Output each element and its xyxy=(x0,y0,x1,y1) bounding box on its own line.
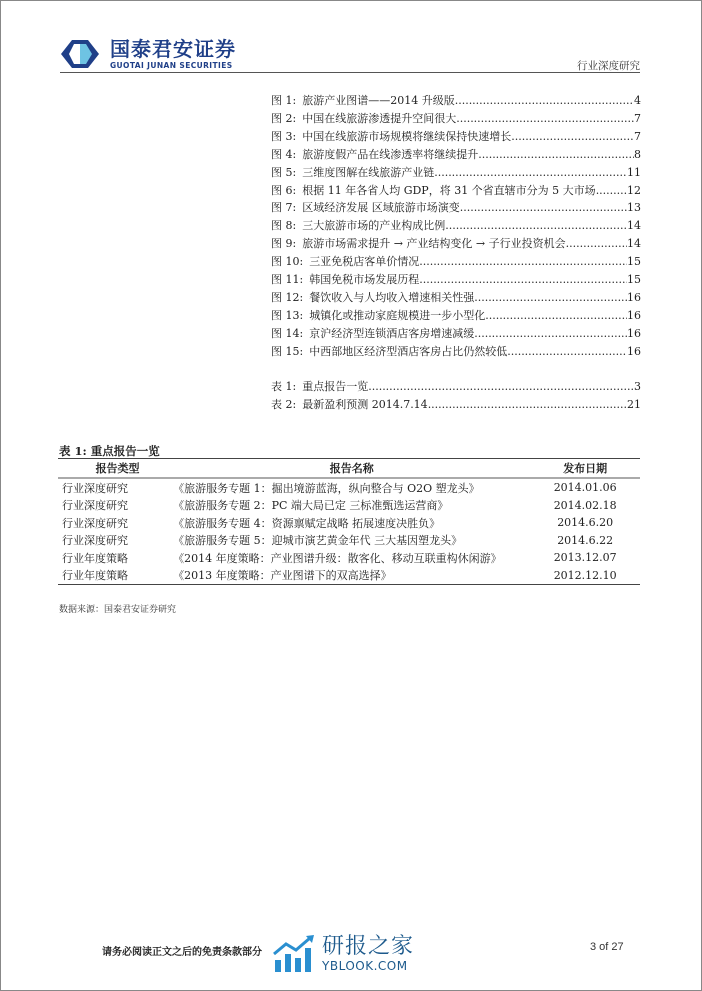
column-header-name: 报告名称 xyxy=(173,459,530,479)
toc-entry-number: 图 2: xyxy=(271,111,297,125)
toc-entry-number: 图 14: xyxy=(271,326,304,340)
toc-leader-dots xyxy=(474,325,627,343)
toc-figure-entry[interactable] xyxy=(271,271,641,289)
toc-entry-page: 13 xyxy=(627,201,641,215)
toc-leader-dots xyxy=(419,253,627,271)
toc-entry-page: 7 xyxy=(634,129,641,143)
cell-report-type: 行业深度研究 xyxy=(62,499,128,513)
cell-report-type: 行业年度策略 xyxy=(58,567,173,585)
toc-entry-number: 图 12: xyxy=(271,290,304,304)
toc-leader-dots xyxy=(368,378,634,396)
toc-table-entry[interactable] xyxy=(271,396,641,414)
toc-spacer xyxy=(271,361,641,378)
toc-leader-dots xyxy=(478,146,634,164)
toc-entry-title: 旅游市场需求提升 → 产业结构变化 → 子行业投资机会 xyxy=(302,237,566,251)
watermark xyxy=(272,934,414,974)
table-row xyxy=(58,549,640,567)
toc-entry-page: 16 xyxy=(627,326,641,340)
toc-entry-page: 15 xyxy=(627,255,641,269)
toc-leader-dots xyxy=(485,307,627,325)
table-of-contents xyxy=(271,92,641,413)
footer-disclaimer: 请务必阅读正文之后的免责条款部分 xyxy=(102,947,262,958)
cell-publish-date: 2012.12.10 xyxy=(530,567,640,585)
toc-entry-page: 14 xyxy=(627,237,641,251)
toc-leader-dots xyxy=(566,235,627,253)
toc-leader-dots xyxy=(474,289,627,307)
toc-entry-number: 图 8: xyxy=(271,219,297,233)
cell-report-name: 《旅游服务专题 5：迎城市演艺黄金年代 三大基因塑龙头》 xyxy=(173,534,463,548)
toc-entry-page: 21 xyxy=(627,397,641,411)
toc-entry-number: 表 2: xyxy=(271,397,297,411)
toc-entry-page: 11 xyxy=(627,165,641,179)
toc-leader-dots xyxy=(419,271,627,289)
cell-publish-date: 2013.12.07 xyxy=(553,551,617,565)
table-row xyxy=(58,478,640,497)
toc-entry-number: 图 13: xyxy=(271,308,304,322)
toc-entry-number: 图 11: xyxy=(271,273,304,287)
cell-report-name: 《旅游服务专题 4：资源禀赋定战略 拓展速度决胜负》 xyxy=(173,516,441,530)
cell-report-name: 《旅游服务专题 2：PC 端大局已定 三标准甄选运营商》 xyxy=(173,499,449,513)
toc-figure-entry[interactable] xyxy=(271,92,641,110)
table-row xyxy=(58,497,640,515)
toc-entry-number: 图 4: xyxy=(271,147,297,161)
toc-leader-dots xyxy=(455,92,634,110)
toc-entry-title: 城镇化或推动家庭规模进一步小型化 xyxy=(309,308,486,322)
cell-report-type: 行业年度策略 xyxy=(62,551,128,565)
toc-entry-number: 图 1: xyxy=(271,94,297,107)
report-type-label: 行业深度研究 xyxy=(577,60,640,72)
toc-leader-dots xyxy=(434,164,627,182)
toc-figure-entry[interactable] xyxy=(271,110,641,128)
company-name-cn: 国泰君安证券 xyxy=(110,37,236,61)
cell-report-type: 行业深度研究 xyxy=(62,481,128,495)
toc-entry-page: 15 xyxy=(627,273,641,287)
toc-figure-entry[interactable] xyxy=(271,199,641,217)
cell-publish-date: 2014.01.06 xyxy=(553,481,617,495)
rising-chart-icon xyxy=(272,934,316,974)
column-header-type: 报告类型 xyxy=(58,459,173,479)
toc-entry-page: 4 xyxy=(634,94,641,107)
toc-figure-entry[interactable] xyxy=(271,128,641,146)
toc-entry-number: 图 9: xyxy=(271,237,297,251)
toc-entry-title: 中西部地区经济型酒店客房占比仍然较低 xyxy=(309,344,508,358)
header-divider xyxy=(60,72,640,73)
table-row xyxy=(58,532,640,550)
toc-figure-entry[interactable] xyxy=(271,307,641,325)
toc-entry-title: 京沪经济型连锁酒店客房增速减缓 xyxy=(309,326,475,340)
toc-leader-dots xyxy=(596,182,627,200)
toc-entry-number: 表 1: xyxy=(271,379,297,393)
watermark-text-cn: 研报之家 xyxy=(322,934,415,959)
toc-leader-dots xyxy=(460,199,627,217)
logo-mark-icon xyxy=(60,39,100,69)
cell-report-name: 《2014 年度策略：产业图谱升级：散客化、移动互联重构休闲游》 xyxy=(173,551,502,565)
page-indicator: 3 of 27 xyxy=(590,941,624,953)
toc-figure-entry[interactable] xyxy=(271,146,641,164)
toc-figure-entry[interactable] xyxy=(271,182,641,200)
toc-entry-page: 12 xyxy=(627,183,641,197)
toc-entry-title: 根据 11 年各省人均 GDP，将 31 个省直辖市分为 5 大市场 xyxy=(302,183,596,197)
table-row xyxy=(58,514,640,532)
toc-entry-title: 三亚免税店客单价情况 xyxy=(309,255,420,269)
toc-entry-page: 16 xyxy=(627,344,641,358)
toc-figure-entry[interactable] xyxy=(271,289,641,307)
company-logo xyxy=(60,38,236,70)
toc-entry-page: 16 xyxy=(627,308,641,322)
watermark-text-en: YBLOOK.COM xyxy=(322,959,408,973)
toc-figure-entry[interactable] xyxy=(271,343,641,361)
toc-leader-dots xyxy=(428,396,627,414)
toc-entry-number: 图 15: xyxy=(271,344,304,358)
toc-figure-entry[interactable] xyxy=(271,253,641,271)
cell-report-name: 《旅游服务专题 1：掘出境游蓝海，纵向整合与 O2O 塑龙头》 xyxy=(173,481,480,495)
table-header-row xyxy=(58,459,640,479)
page-header xyxy=(60,38,640,98)
toc-leader-dots xyxy=(511,128,634,146)
cell-publish-date: 2014.6.22 xyxy=(557,533,614,547)
toc-entry-title: 旅游产业图谱——2014 升级版 xyxy=(302,94,455,107)
toc-entry-title: 区域经济发展 区域旅游市场演变 xyxy=(302,201,460,215)
toc-entry-title: 重点报告一览 xyxy=(302,379,369,393)
toc-figure-entry[interactable] xyxy=(271,325,641,343)
toc-entry-title: 中国在线旅游市场规模将继续保持快速增长 xyxy=(302,129,512,143)
toc-entry-page: 3 xyxy=(634,379,641,393)
toc-figure-entry[interactable] xyxy=(271,164,641,182)
cell-report-type: 行业深度研究 xyxy=(62,534,128,548)
toc-entry-title: 旅游度假产品在线渗透率将继续提升 xyxy=(302,147,479,161)
toc-entry-title: 中国在线旅游渗透提升空间很大 xyxy=(302,111,457,125)
toc-entry-page: 14 xyxy=(627,219,641,233)
toc-figure-entry[interactable] xyxy=(271,217,641,235)
data-source-note: 数据来源：国泰君安证券研究 xyxy=(59,605,177,615)
company-name-en: GUOTAI JUNAN SECURITIES xyxy=(110,61,233,70)
toc-entry-number: 图 3: xyxy=(271,129,297,143)
toc-entry-title: 韩国免税市场发展历程 xyxy=(309,273,420,287)
toc-entry-number: 图 7: xyxy=(271,201,297,215)
key-reports-table xyxy=(58,458,640,585)
toc-entry-page: 8 xyxy=(634,147,641,161)
toc-figure-entry[interactable] xyxy=(271,235,641,253)
toc-entry-number: 图 5: xyxy=(271,165,297,179)
toc-entry-page: 7 xyxy=(634,111,641,125)
cell-report-type: 行业深度研究 xyxy=(62,516,128,530)
cell-report-name: 《2013 年度策略：产业图谱下的双高选择》 xyxy=(173,567,530,585)
toc-entry-title: 三维度图解在线旅游产业链 xyxy=(302,165,435,179)
toc-entry-title: 餐饮收入与人均收入增速相关性强 xyxy=(309,290,475,304)
toc-leader-dots xyxy=(456,110,634,128)
toc-entry-number: 图 6: xyxy=(271,183,297,197)
toc-leader-dots xyxy=(445,217,627,235)
toc-leader-dots xyxy=(507,343,627,361)
toc-entry-number: 图 10: xyxy=(271,255,304,269)
toc-entry-page: 16 xyxy=(627,290,641,304)
table-caption: 表 1: 重点报告一览 xyxy=(59,444,160,458)
cell-publish-date: 2014.6.20 xyxy=(557,516,614,530)
column-header-date: 发布日期 xyxy=(530,459,640,479)
toc-entry-title: 三大旅游市场的产业构成比例 xyxy=(302,219,446,233)
toc-entry-title: 最新盈利预测 2014.7.14 xyxy=(302,397,428,411)
toc-table-entry[interactable] xyxy=(271,378,641,396)
table-row xyxy=(58,567,640,585)
cell-publish-date: 2014.02.18 xyxy=(553,498,617,512)
